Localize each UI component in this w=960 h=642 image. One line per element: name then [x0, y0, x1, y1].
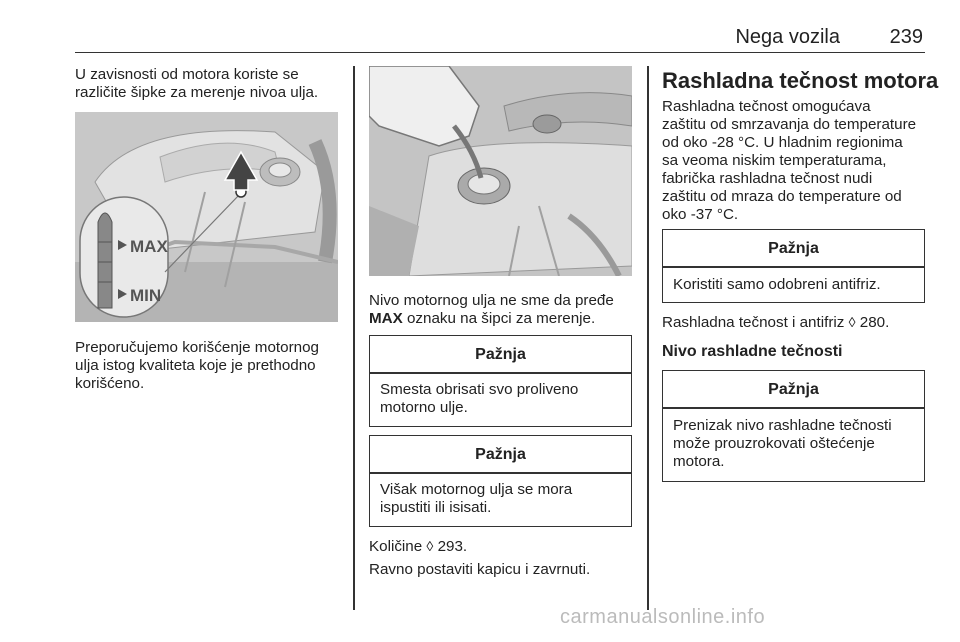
note-box-4	[662, 370, 925, 482]
note-divider	[663, 266, 924, 268]
col1-intro-line2: različite šipke za merenje nivoa ulja.	[75, 84, 319, 101]
engine-dipstick-illustration	[75, 112, 338, 322]
coolant-body-line3: od oko -28 °C. U hladnim regionima	[662, 134, 903, 151]
max-bold: MAX	[369, 310, 403, 327]
note-divider	[663, 407, 924, 409]
col1-text-line1: Preporučujemo korišćenje motornog	[75, 339, 319, 356]
caption-line2	[369, 310, 595, 328]
note-divider	[370, 372, 631, 374]
quantities-page-ref[interactable]: 293	[437, 538, 463, 555]
column-divider-1	[353, 66, 355, 610]
antifreeze-page-ref[interactable]: 280	[859, 314, 886, 331]
note-body-line1: Koristiti samo odobreni antifriz.	[673, 276, 881, 293]
page-number: 239	[889, 26, 923, 48]
note-box-1	[369, 335, 632, 427]
col1-intro-line1: U zavisnosti od motora koriste se	[75, 66, 299, 83]
coolant-body-line5: fabrička rashladna tečnost nudi	[662, 170, 873, 187]
column-divider-2	[647, 66, 649, 610]
note-title: Pažnja	[768, 381, 819, 398]
note-box-2	[369, 435, 632, 527]
oil-filling-figure	[369, 66, 632, 276]
note-title: Pažnja	[475, 346, 526, 363]
note-body-line2: motorno ulje.	[380, 399, 468, 416]
caption-line1: Nivo motornog ulja ne sme da pređe	[369, 292, 614, 309]
page-header	[75, 22, 925, 53]
coolant-body-line4: sa veoma niskim temperaturama,	[662, 152, 887, 169]
coolant-body-line1: Rashladna tečnost omogućava	[662, 98, 871, 115]
coolant-heading: Rashladna tečnost motora	[662, 68, 939, 93]
note-body-line1: Prenizak nivo rashladne tečnosti	[673, 417, 892, 434]
oil-pouring-illustration	[369, 66, 632, 276]
caption-rest: oznaku na šipci za merenje.	[402, 310, 596, 327]
min-mark-label: MIN	[130, 286, 162, 305]
site-watermark: carmanualsonline.info	[560, 606, 766, 628]
note-title: Pažnja	[475, 446, 526, 463]
note-body-line3: motora.	[673, 453, 725, 470]
col1-text-line2: ulja istog kvaliteta koje je prethodno	[75, 357, 316, 374]
max-mark-label: MAX	[130, 237, 168, 256]
col1-text-line3: korišćeno.	[75, 375, 145, 392]
reference-arrow-icon: ◊	[848, 314, 856, 330]
coolant-body-line7: oko -37 °C.	[662, 206, 739, 223]
section-title: Nega vozila	[735, 26, 840, 48]
note-box-3	[662, 229, 925, 303]
antifreeze-ref-text: Rashladna tečnost i antifriz	[662, 314, 845, 331]
quantities-line: Količine ◊ 293.	[369, 538, 468, 555]
note-body-line1: Višak motornog ulja se mora	[380, 481, 573, 498]
note-body-line1: Smesta obrisati svo proliveno	[380, 381, 579, 398]
final-instruction: Ravno postaviti kapicu i zavrnuti.	[369, 561, 591, 578]
coolant-body-line6: zaštitu od mraza do temperature od	[662, 188, 902, 205]
dipstick-figure	[75, 112, 338, 322]
coolant-body-line2: zaštitu od smrzavanja do temperature	[662, 116, 917, 133]
reference-arrow-icon: ◊	[426, 538, 434, 554]
coolant-level-heading: Nivo rashladne tečnosti	[662, 343, 843, 360]
note-body-line2: ispustiti ili isisati.	[380, 499, 492, 516]
note-title: Pažnja	[768, 240, 819, 257]
antifreeze-ref-line: Rashladna tečnost i antifriz ◊ 280.	[662, 314, 890, 331]
note-divider	[370, 472, 631, 474]
note-body-line2: može prouzrokovati oštećenje	[673, 435, 875, 452]
quantities-text: Količine	[369, 538, 423, 555]
